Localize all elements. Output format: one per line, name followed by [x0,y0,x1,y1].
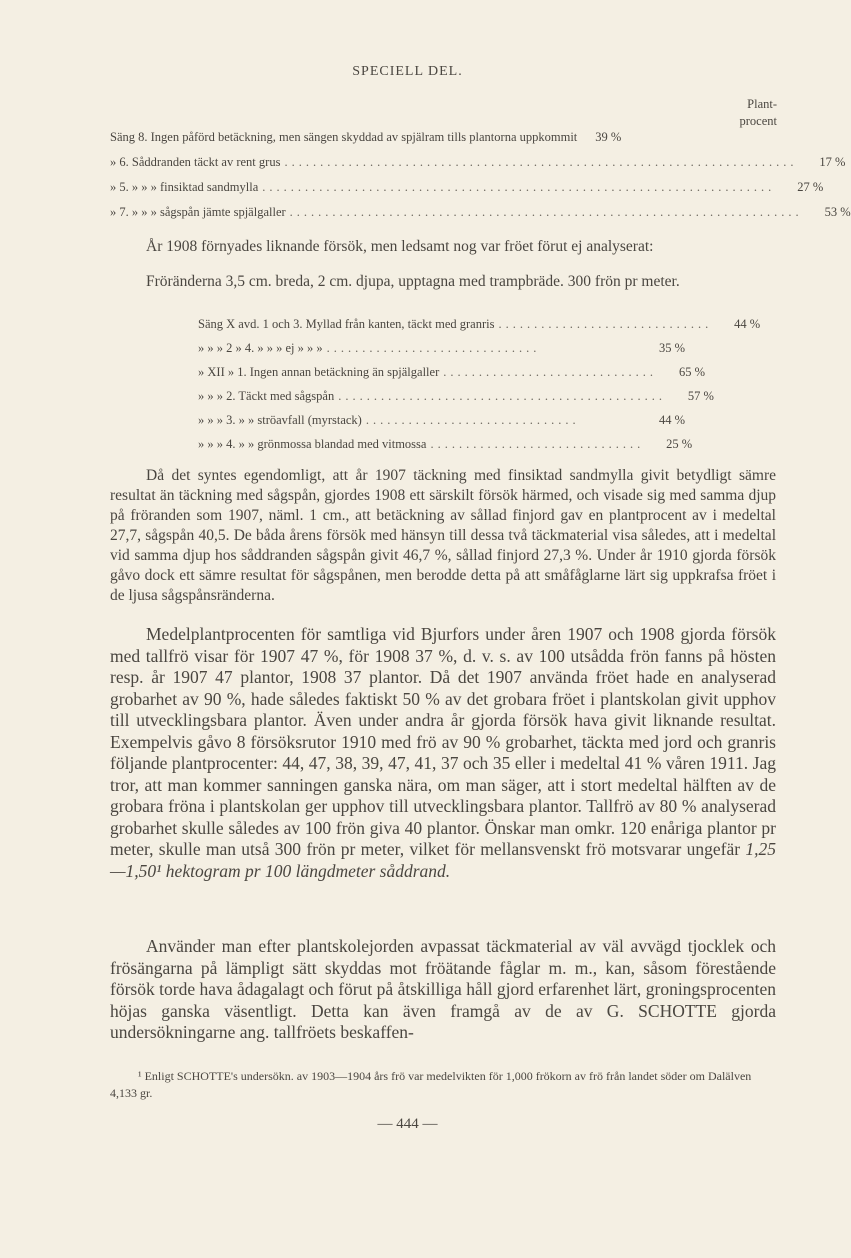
table1-label: » 6. Såddranden täckt av rent grus [110,155,281,169]
table2-row [198,341,685,356]
table2-row [198,437,693,452]
table2-label: » XII » 1. Ingen annan betäckning än spjälgaller [198,365,440,379]
footnote: ¹ Enligt SCHOTTE's undersökn. av 1903—1904 års frö var medelvikten för 1,000 frökorn av frö från landet söder om Dalälven 4,133 gr. [110,1069,752,1100]
table1-label: Säng 8. Ingen påförd betäckning, men sängen skyddad av spjälram tills plantorna uppkommit [110,130,578,144]
leader-dots: ........................................................................ [262,180,776,194]
table1-value: 17 % [819,155,846,169]
leader-dots: .............................. [498,317,713,331]
paragraph-1: År 1908 förnyades liknande försök, men ledsamt nog var fröet förut ej analyserat: [146,238,654,255]
paragraph-4-text: Medelplantprocenten för samtliga vid Bjurfors under åren 1907 och 1908 gjorda försök med tallfrö visar för 1907 47 %, för 1908 37 %, d. v. s. av 100 utsådda frön fanns på hösten resp. år 1907 47 plantor, 1908 37 plantor. Då det 1907 använda fröet hade en analyserad grobarhet av 90 %, hade således faktiskt 50 % av det grobara fröet i plantskolan givit upphov till utvecklingsbara plantor. Även under andra år gjorda försök hava givit liknande resultat. Exempelvis gåvo 8 försöksrutor 1910 med frö av 90 % grobarhet, täckta med jord och granris följande plantprocenter: 44, 47, 38, 39, 47, 41, 37 och 35 eller i medeltal 41 % våren 1911. Jag tror, att man kommer sanningen ganska nära, om man säger, att i stort medeltal hälften av de grobara fröna i plantskolan ger upphov till utvecklingsbara plantor. Tallfrö av 80 % analyserad grobarhet skulle således av 100 frön giva 40 plantor. Önskar man omkr. 120 enåriga plantor pr meter, skulle man utså 300 frön pr meter, vilket för mellansvenskt frö motsvarar ungefär [110,624,776,859]
column-header-line-1: Plant- [747,97,777,111]
leader-dots: .............................................. [338,389,666,403]
table2-value: 44 % [658,413,685,427]
paragraph-5: Använder man efter plantskolejorden avpassat täckmaterial av väl avvägd tjocklek och frösängarna på lämpligt sätt skyddas mot fröätande fåglar m. m., kan, såsom förestående försök torde hava ådagalagt och förut på åtskilliga håll gjord erfarenhet lärt, groningsprocenten höjas ganska väsentligt. Detta kan även framgå av de av G. SCHOTTE gjorda undersökningarne ang. tallfröets beskaffen- [110,936,776,1042]
table2-row [198,365,705,380]
paragraph-2: Fröränderna 3,5 cm. breda, 2 cm. djupa, upptagna med trampbräde. 300 frön pr meter. [146,273,680,290]
table2-label: » » » 2. Täckt med sågspån [198,389,335,403]
table2-row [198,413,685,428]
table2-label: Säng X avd. 1 och 3. Myllad från kanten, täckt med granris [198,317,495,331]
table2-row [198,389,714,404]
table1-row [110,130,777,145]
table1-value: 27 % [797,180,824,194]
leader-dots: ........................................................................ [284,155,798,169]
table2-value: 25 % [666,437,693,451]
table2-value: 57 % [687,389,714,403]
table1-row [110,155,846,170]
column-header-line-2: procent [739,114,777,128]
leader-dots: .............................. [443,365,657,379]
table1-value: 39 % [595,130,622,144]
table2-label: » » » 3. » » ströavfall (myrstack) [198,413,362,427]
table2-value: 65 % [678,365,705,379]
table1-row [110,205,851,220]
column-header [740,96,777,130]
paragraph-3: Då det syntes egendomligt, att år 1907 täckning med finsiktad sandmylla givit betydligt sämre resultat än täckning med sågspån, gjordes 1908 ett särskilt försök härmed, och visade sig med samma djup på fröranden som 1907, näml. 1 cm., att betäckning av sållad finjord gav en plantprocent av i medeltal 27,7, sågspån 40,5. De båda årens försök med hänsyn till dessa två täckmaterial visa således, att i medeltal vid samma djup hos såddranden sågspån givit 46,7 %, sållad finjord 27,3 %. Under år 1910 gjorda försök gåvo dock ett sämre resultat för sågspånen, men berodde detta på att småfåglarne lärt sig uppkrafsa fröet i de ljusa sågspånsränderna. [110,467,776,604]
table1-label: » 5. » » » finsiktad sandmylla [110,180,259,194]
table2-label: » » » 4. » » grönmossa blandad med vitmossa [198,437,427,451]
table2-value: 35 % [658,341,685,355]
table1-row [110,180,824,195]
table2-value: 44 % [734,317,761,331]
paragraph-4 [110,624,776,882]
table1-value: 53 % [824,205,851,219]
table2-label: » » » 2 » 4. » » » ej » » » [198,341,323,355]
running-header: SPECIELL DEL. [352,64,463,79]
page-number: — 444 — [377,1116,438,1132]
leader-dots: .............................. [365,413,580,427]
leader-dots: ........................................................................ [289,205,803,219]
leader-dots: .............................. [326,341,541,355]
leader-dots: .............................. [430,437,645,451]
table1-label: » 7. » » » sågspån jämte spjälgaller [110,205,286,219]
table2-row [198,317,761,332]
paragraph-4-italic: 1,25—1,50¹ hektogram pr 100 längdmeter såddrand. [110,839,777,881]
